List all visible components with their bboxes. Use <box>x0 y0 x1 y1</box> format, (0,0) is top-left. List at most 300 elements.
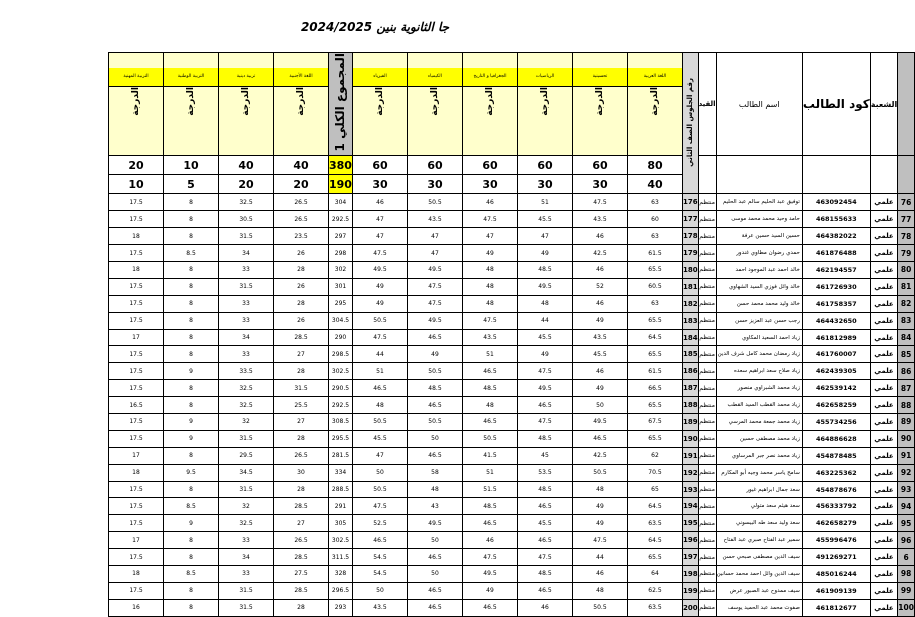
division-cell: علمي <box>870 599 898 616</box>
total-min-score: 190 <box>329 175 353 194</box>
extra-score-cell: 9 <box>164 515 219 532</box>
subject-score-cell: 65.5 <box>627 312 682 329</box>
division-cell: علمي <box>870 380 898 397</box>
student-row <box>109 380 915 397</box>
student-code-cell: 463225362 <box>802 464 870 481</box>
extra-subject-max-score: 40 <box>274 156 329 175</box>
extra-subject-max-score: 10 <box>164 156 219 175</box>
student-code-cell: 461758357 <box>802 295 870 312</box>
student-code-cell: 454878485 <box>802 447 870 464</box>
subject-score-cell: 63 <box>627 228 682 245</box>
student-row <box>109 532 915 549</box>
row-number-header <box>898 53 915 156</box>
subject-score-cell: 53.5 <box>517 464 572 481</box>
student-code-header <box>802 53 870 156</box>
subject-score-cell: 63 <box>627 194 682 211</box>
subject-score-cell: 66.5 <box>627 380 682 397</box>
extra-score-cell: 17 <box>109 447 164 464</box>
row-number: 86 <box>898 363 915 380</box>
student-name-cell: سعد جمال ابراهيم غيور <box>716 481 802 498</box>
seat-number-cell: 183 <box>682 312 698 329</box>
subject-score-cell: 45 <box>517 447 572 464</box>
subject-score-cell: 49.5 <box>407 262 462 279</box>
student-code-cell: 461760007 <box>802 346 870 363</box>
student-name-cell: زياد محمد مصطفى حسين <box>716 430 802 447</box>
student-row <box>109 194 915 211</box>
subject-max-score: 60 <box>517 156 572 175</box>
subject-min-score: 30 <box>462 175 517 194</box>
extra-score-cell: 17.5 <box>109 515 164 532</box>
subject-score-cell: 45.5 <box>572 346 627 363</box>
subject-score-cell: 49.5 <box>572 414 627 431</box>
extra-subject-max-score: 20 <box>109 156 164 175</box>
subject-score-cell: 48 <box>462 278 517 295</box>
extra-score-cell: 17.5 <box>109 245 164 262</box>
status-cell: منتظم <box>698 599 716 616</box>
subject-grade-label <box>408 87 462 141</box>
subject-score-cell: 64.5 <box>627 498 682 515</box>
subject-score-cell: 64 <box>627 566 682 583</box>
extra-score-cell: 8 <box>164 397 219 414</box>
subject-score-cell: 49 <box>572 515 627 532</box>
subject-score-cell: 49.5 <box>407 312 462 329</box>
subject-score-cell: 64.5 <box>627 532 682 549</box>
subject-score-cell: 46.5 <box>407 549 462 566</box>
total-score-cell: 301 <box>329 278 353 295</box>
student-row <box>109 312 915 329</box>
extra-score-cell: 18 <box>109 464 164 481</box>
division-cell: علمي <box>870 498 898 515</box>
student-code-cell: 462439305 <box>802 363 870 380</box>
student-code-cell: 462194557 <box>802 262 870 279</box>
student-code-cell: 461909139 <box>802 582 870 599</box>
subject-score-cell: 48.5 <box>517 430 572 447</box>
subject-name: الفيزياء <box>353 68 407 87</box>
subject-header <box>352 53 407 156</box>
extra-subject-max-score: 40 <box>219 156 274 175</box>
extra-score-cell: 8 <box>164 380 219 397</box>
division-cell: علمي <box>870 194 898 211</box>
total-score-cell: 296.5 <box>329 582 353 599</box>
row-number: 82 <box>898 295 915 312</box>
subject-score-cell: 47 <box>352 447 407 464</box>
subject-score-cell: 47.5 <box>517 363 572 380</box>
subject-score-cell: 44 <box>572 549 627 566</box>
extra-score-cell: 34 <box>219 245 274 262</box>
extra-score-cell: 17 <box>109 532 164 549</box>
extra-score-cell: 32.5 <box>219 397 274 414</box>
division-cell: علمي <box>870 295 898 312</box>
extra-score-cell: 27.5 <box>274 566 329 583</box>
student-name-cell: رجب حسن عبد العزيز حسن <box>716 312 802 329</box>
division-cell: علمي <box>870 481 898 498</box>
subject-score-cell: 47.5 <box>462 549 517 566</box>
extra-score-cell: 31.5 <box>219 430 274 447</box>
division-cell: علمي <box>870 228 898 245</box>
name-spacer <box>716 156 802 194</box>
subject-score-cell: 50.5 <box>407 363 462 380</box>
status-cell: منتظم <box>698 245 716 262</box>
subject-score-cell: 46.5 <box>517 397 572 414</box>
status-cell: منتظم <box>698 278 716 295</box>
subject-score-cell: 51 <box>517 194 572 211</box>
subject-score-cell: 46.5 <box>352 380 407 397</box>
status-cell: منتظم <box>698 414 716 431</box>
subject-score-cell: 50.5 <box>352 481 407 498</box>
status-cell: منتظم <box>698 329 716 346</box>
student-name-cell: زياد محمد الشبراوي منصور <box>716 380 802 397</box>
extra-subject-grade-label <box>109 87 163 141</box>
subject-score-cell: 48 <box>572 582 627 599</box>
subject-min-score: 40 <box>627 175 682 194</box>
status-cell: منتظم <box>698 515 716 532</box>
extra-score-cell: 16 <box>109 599 164 616</box>
seat-number-cell: 198 <box>682 566 698 583</box>
subject-score-cell: 46.5 <box>352 532 407 549</box>
subject-score-cell: 49 <box>462 582 517 599</box>
status-cell: منتظم <box>698 498 716 515</box>
student-row <box>109 346 915 363</box>
subject-header <box>462 53 517 156</box>
subject-score-cell: 46.5 <box>462 599 517 616</box>
extra-score-cell: 28 <box>274 363 329 380</box>
total-score-cell: 292.5 <box>329 211 353 228</box>
subject-header <box>517 53 572 156</box>
student-row <box>109 397 915 414</box>
student-code-cell: 461812677 <box>802 599 870 616</box>
total-score-cell: 311.5 <box>329 549 353 566</box>
extra-score-cell: 31.5 <box>219 278 274 295</box>
subject-score-cell: 46 <box>572 228 627 245</box>
extra-score-cell: 17.5 <box>109 295 164 312</box>
subject-score-cell: 65.5 <box>627 397 682 414</box>
subject-score-cell: 46.5 <box>517 582 572 599</box>
student-code-cell: 464382022 <box>802 228 870 245</box>
subject-score-cell: 47.5 <box>352 498 407 515</box>
extra-score-cell: 16.5 <box>109 397 164 414</box>
subject-score-cell: 47.5 <box>517 549 572 566</box>
extra-score-cell: 17.5 <box>109 363 164 380</box>
division-cell: علمي <box>870 549 898 566</box>
max-score-row <box>109 156 915 175</box>
extra-score-cell: 28 <box>274 430 329 447</box>
status-spacer <box>698 156 716 194</box>
subject-score-cell: 47.5 <box>407 295 462 312</box>
extra-score-cell: 28 <box>274 295 329 312</box>
extra-score-cell: 17.5 <box>109 414 164 431</box>
total-score-cell: 298.5 <box>329 346 353 363</box>
student-name-cell: سعد هيثم سعد متولي <box>716 498 802 515</box>
extra-score-cell: 32 <box>219 414 274 431</box>
subject-score-cell: 47.5 <box>572 194 627 211</box>
extra-score-cell: 25.5 <box>274 397 329 414</box>
subject-score-cell: 46 <box>462 194 517 211</box>
seat-number-cell: 176 <box>682 194 698 211</box>
student-name-cell: خالد احمد عبد الموجود احمد <box>716 262 802 279</box>
subject-score-cell: 46 <box>572 295 627 312</box>
total-score-cell: 291 <box>329 498 353 515</box>
division-cell: علمي <box>870 397 898 414</box>
extra-subject-grade-text: الدرجة <box>131 86 141 116</box>
extra-subject-name: اللغة الأجنبية <box>274 68 328 87</box>
extra-score-cell: 34 <box>219 549 274 566</box>
subject-score-cell: 46.5 <box>407 397 462 414</box>
status-cell: منتظم <box>698 346 716 363</box>
status-cell: منتظم <box>698 363 716 380</box>
row-number: 78 <box>898 228 915 245</box>
extra-score-cell: 8 <box>164 346 219 363</box>
student-row <box>109 582 915 599</box>
extra-score-cell: 8 <box>164 599 219 616</box>
extra-score-cell: 33 <box>219 532 274 549</box>
extra-score-cell: 8 <box>164 329 219 346</box>
student-row <box>109 481 915 498</box>
subject-score-cell: 49 <box>572 498 627 515</box>
extra-score-cell: 18 <box>109 262 164 279</box>
division-cell: علمي <box>870 363 898 380</box>
extra-score-cell: 27 <box>274 414 329 431</box>
extra-score-cell: 17.5 <box>109 346 164 363</box>
subject-name: الكيمياء <box>408 68 462 87</box>
extra-subject-grade-label <box>219 87 273 141</box>
extra-score-cell: 28 <box>274 481 329 498</box>
seat-number-cell: 195 <box>682 515 698 532</box>
subject-grade-text: الدرجة <box>649 86 660 116</box>
subject-score-cell: 48 <box>572 481 627 498</box>
extra-score-cell: 8.5 <box>164 498 219 515</box>
student-code-cell: 485016244 <box>802 566 870 583</box>
subject-score-cell: 65.5 <box>627 549 682 566</box>
extra-score-cell: 8 <box>164 278 219 295</box>
subject-score-cell: 50 <box>352 582 407 599</box>
extra-score-cell: 8 <box>164 582 219 599</box>
subject-score-cell: 49.5 <box>352 262 407 279</box>
student-row <box>109 566 915 583</box>
student-code-cell: 468155633 <box>802 211 870 228</box>
subject-score-cell: 50.5 <box>407 414 462 431</box>
subject-score-cell: 48 <box>462 295 517 312</box>
student-row <box>109 245 915 262</box>
row-number: 100 <box>898 599 915 616</box>
total-score-cell: 334 <box>329 464 353 481</box>
row-number: 96 <box>898 532 915 549</box>
status-cell: منتظم <box>698 211 716 228</box>
status-cell: منتظم <box>698 397 716 414</box>
status-cell: منتظم <box>698 295 716 312</box>
subject-grade-label <box>518 87 572 141</box>
extra-score-cell: 28 <box>274 599 329 616</box>
subject-score-cell: 46.5 <box>572 430 627 447</box>
student-name-cell: زياد محمد القطب السيد القطب <box>716 397 802 414</box>
subject-grade-label <box>463 87 517 141</box>
extra-score-cell: 17.5 <box>109 549 164 566</box>
seat-number-cell: 188 <box>682 397 698 414</box>
subject-score-cell: 50.5 <box>572 599 627 616</box>
extra-subject-header <box>274 53 329 156</box>
extra-score-cell: 17.5 <box>109 430 164 447</box>
extra-score-cell: 33.5 <box>219 363 274 380</box>
subject-header <box>407 53 462 156</box>
student-name-cell: زياد محمد نصر جبر المرساوي <box>716 447 802 464</box>
extra-score-cell: 26 <box>274 278 329 295</box>
extra-score-cell: 34 <box>219 329 274 346</box>
subject-score-cell: 47.5 <box>352 245 407 262</box>
subject-score-cell: 47.5 <box>462 312 517 329</box>
status-cell: منتظم <box>698 312 716 329</box>
total-score-cell: 290.5 <box>329 380 353 397</box>
row-number: 88 <box>898 397 915 414</box>
extra-score-cell: 8 <box>164 262 219 279</box>
student-row <box>109 447 915 464</box>
student-row <box>109 430 915 447</box>
subject-score-cell: 49.5 <box>517 380 572 397</box>
student-row <box>109 211 915 228</box>
student-row <box>109 363 915 380</box>
seat-number-cell: 199 <box>682 582 698 599</box>
subject-score-cell: 48 <box>407 481 462 498</box>
extra-score-cell: 33 <box>219 346 274 363</box>
division-cell: علمي <box>870 464 898 481</box>
subject-score-cell: 48.5 <box>462 380 517 397</box>
row-number: 84 <box>898 329 915 346</box>
extra-score-cell: 26.5 <box>274 447 329 464</box>
row-number: 95 <box>898 515 915 532</box>
subject-score-cell: 49.5 <box>517 278 572 295</box>
student-name-cell: خالد وليد محمد محمد حسن <box>716 295 802 312</box>
page-title: جا الثانوية بنين 2024/2025 <box>300 20 450 34</box>
division-cell: علمي <box>870 582 898 599</box>
total-score-cell: 328 <box>329 566 353 583</box>
row-number: 83 <box>898 312 915 329</box>
code-spacer <box>802 156 870 194</box>
total-score-cell: 292.5 <box>329 397 353 414</box>
seat-number-cell: 178 <box>682 228 698 245</box>
subject-score-cell: 48 <box>462 397 517 414</box>
status-header: القيد <box>698 53 716 156</box>
row-number: 6 <box>898 549 915 566</box>
subject-max-score: 60 <box>462 156 517 175</box>
subject-score-cell: 51 <box>462 346 517 363</box>
student-name-cell: توفيق عبد الحليم سالم عبد الحليم <box>716 194 802 211</box>
seat-number-cell: 185 <box>682 346 698 363</box>
seat-number-cell: 177 <box>682 211 698 228</box>
total-max-score: 380 <box>329 156 353 175</box>
extra-score-cell: 8 <box>164 447 219 464</box>
subject-max-score: 60 <box>572 156 627 175</box>
subject-score-cell: 43.5 <box>462 329 517 346</box>
subject-score-cell: 43 <box>407 498 462 515</box>
subject-score-cell: 52 <box>572 278 627 295</box>
extra-score-cell: 17.5 <box>109 194 164 211</box>
row-number: 80 <box>898 262 915 279</box>
row-number: 81 <box>898 278 915 295</box>
extra-score-cell: 31.5 <box>219 599 274 616</box>
student-code-cell: 462658259 <box>802 397 870 414</box>
extra-score-cell: 32.5 <box>219 515 274 532</box>
subject-score-cell: 47 <box>517 228 572 245</box>
subject-score-cell: 43.5 <box>407 211 462 228</box>
student-name-cell: زياد احمد السعيد المكاوي <box>716 329 802 346</box>
row-number: 99 <box>898 582 915 599</box>
row-number: 76 <box>898 194 915 211</box>
extra-score-cell: 8.5 <box>164 566 219 583</box>
extra-score-cell: 28.5 <box>274 549 329 566</box>
subject-score-cell: 60 <box>627 211 682 228</box>
status-cell: منتظم <box>698 262 716 279</box>
extra-subject-min-score: 20 <box>274 175 329 194</box>
extra-score-cell: 17.5 <box>109 278 164 295</box>
subject-score-cell: 46.5 <box>407 582 462 599</box>
subject-score-cell: 49.5 <box>462 566 517 583</box>
subject-score-cell: 43.5 <box>352 599 407 616</box>
student-name-cell: خالد وائل فوزي السيد الشهاوي <box>716 278 802 295</box>
subject-score-cell: 46.5 <box>407 329 462 346</box>
subject-score-cell: 45.5 <box>517 211 572 228</box>
subject-score-cell: 43.5 <box>572 329 627 346</box>
subject-name: الرياضيات <box>518 68 572 87</box>
student-row <box>109 329 915 346</box>
seat-number-cell: 197 <box>682 549 698 566</box>
subject-score-cell: 42.5 <box>572 245 627 262</box>
division-cell: علمي <box>870 211 898 228</box>
division-cell: علمي <box>870 312 898 329</box>
subject-score-cell: 48.5 <box>407 380 462 397</box>
extra-score-cell: 17.5 <box>109 380 164 397</box>
subject-score-cell: 47.5 <box>352 329 407 346</box>
total-score-cell: 295 <box>329 295 353 312</box>
subject-grade-text: الدرجة <box>594 86 605 116</box>
total-score-cell: 308.5 <box>329 414 353 431</box>
seat-number-header-text: رقم الجلوس الصف الثاني <box>686 77 695 167</box>
seat-number-cell: 193 <box>682 481 698 498</box>
row-number: 92 <box>898 464 915 481</box>
extra-score-cell: 9 <box>164 430 219 447</box>
row-number: 87 <box>898 380 915 397</box>
subject-score-cell: 47 <box>352 228 407 245</box>
subject-score-cell: 65 <box>627 481 682 498</box>
subject-grade-text: الدرجة <box>374 86 385 116</box>
status-cell: منتظم <box>698 582 716 599</box>
subject-score-cell: 49 <box>517 346 572 363</box>
student-name-cell: سامح ياسر محمد وجيه أبو المكارم <box>716 464 802 481</box>
subject-grade-label <box>628 87 682 141</box>
student-code-cell: 461876488 <box>802 245 870 262</box>
student-row <box>109 599 915 616</box>
subject-min-score: 30 <box>517 175 572 194</box>
seat-number-cell: 182 <box>682 295 698 312</box>
student-code-cell: 454878676 <box>802 481 870 498</box>
subject-score-cell: 46 <box>517 599 572 616</box>
seat-number-cell: 184 <box>682 329 698 346</box>
subject-score-cell: 45.5 <box>517 329 572 346</box>
extra-subject-name: تربية دينية <box>219 68 273 87</box>
extra-score-cell: 31.5 <box>274 380 329 397</box>
extra-score-cell: 17.5 <box>109 498 164 515</box>
student-row <box>109 498 915 515</box>
extra-score-cell: 28 <box>274 262 329 279</box>
status-cell: منتظم <box>698 228 716 245</box>
extra-score-cell: 31.5 <box>219 481 274 498</box>
subject-max-score: 60 <box>407 156 462 175</box>
subject-score-cell: 48.5 <box>517 262 572 279</box>
extra-score-cell: 8 <box>164 194 219 211</box>
subject-score-cell: 47.5 <box>462 211 517 228</box>
total-score-cell: 298 <box>329 245 353 262</box>
student-row <box>109 414 915 431</box>
subject-grade-text: الدرجة <box>429 86 440 116</box>
total-score-cell: 295.5 <box>329 430 353 447</box>
extra-score-cell: 29.5 <box>219 447 274 464</box>
